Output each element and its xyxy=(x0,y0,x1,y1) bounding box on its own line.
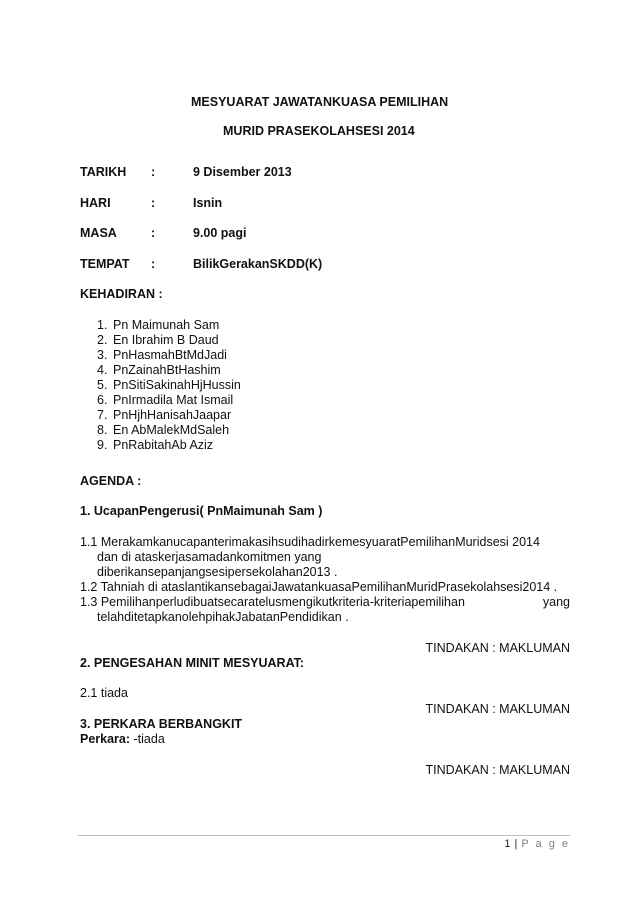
kehadiran-heading: KEHADIRAN : xyxy=(80,287,163,301)
page-label: P a g e xyxy=(521,838,570,850)
meta-value: Isnin xyxy=(193,196,223,210)
meta-colon: : xyxy=(151,165,156,179)
paragraph-1-1-line3: diberikansepanjangsesipersekolahan2013 . xyxy=(97,565,338,579)
list-item-name: PnZainahBtHashim xyxy=(113,363,221,377)
document-title-line2: MURID PRASEKOLAHSESI 2014 xyxy=(223,124,415,138)
list-item-number: 8. xyxy=(97,423,108,437)
paragraph-1-3-text: 1.3 Pemilihanperludibuatsecaratelusmengikutkriteria-kriteriapemilihan xyxy=(80,595,465,609)
footer-separator: | xyxy=(514,838,518,850)
meta-label: TEMPAT xyxy=(80,257,130,271)
list-item-number: 9. xyxy=(97,438,108,452)
section-2-heading: 2. PENGESAHAN MINIT MESYUARAT: xyxy=(80,656,305,670)
meta-colon: : xyxy=(151,226,156,240)
section-3-heading: 3. PERKARA BERBANGKIT xyxy=(80,717,243,731)
list-item-number: 5. xyxy=(97,378,108,392)
tindakan-2: TINDAKAN : MAKLUMAN xyxy=(425,702,570,716)
list-item-name: PnSitiSakinahHjHussin xyxy=(113,378,241,392)
list-item-number: 4. xyxy=(97,363,108,377)
perkara-value: -tiada xyxy=(133,732,165,746)
list-item-number: 3. xyxy=(97,348,108,362)
meta-value: BilikGerakanSKDD(K) xyxy=(193,257,323,271)
tindakan-3: TINDAKAN : MAKLUMAN xyxy=(425,763,570,777)
meta-label: HARI xyxy=(80,196,111,210)
list-item-name: En AbMalekMdSaleh xyxy=(113,423,230,437)
paragraph-1-1-line2: dan di ataskerjasamadankomitmen yang xyxy=(97,550,322,564)
list-item-name: PnHjhHanisahJaapar xyxy=(113,408,232,422)
paragraph-1-3-line2: telahditetapkanolehpihakJabatanPendidikan . xyxy=(97,610,349,624)
list-item-number: 2. xyxy=(97,333,108,347)
list-item-name: En Ibrahim B Daud xyxy=(113,333,219,347)
list-item-name: PnIrmadila Mat Ismail xyxy=(113,393,234,407)
section-1-heading: 1. UcapanPengerusi( PnMaimunah Sam ) xyxy=(80,504,323,518)
paragraph-1-3-line1 xyxy=(80,595,570,610)
meta-colon: : xyxy=(151,257,156,271)
paragraph-2-1: 2.1 tiada xyxy=(80,686,128,700)
meta-colon: : xyxy=(151,196,156,210)
page-footer xyxy=(504,838,570,850)
paragraph-1-1-line1: 1.1 MerakamkanucapanterimakasihsudihadirkemesyuaratPemilihanMuridsesi 2014 xyxy=(80,535,540,549)
meta-value: 9 Disember 2013 xyxy=(193,165,292,179)
list-item-number: 7. xyxy=(97,408,108,422)
page-number: 1 xyxy=(504,838,511,850)
list-item-name: PnHasmahBtMdJadi xyxy=(113,348,227,362)
list-item-name: PnRabitahAb Aziz xyxy=(113,438,214,452)
list-item-number: 1. xyxy=(97,318,108,332)
meta-label: TARIKH xyxy=(80,165,127,179)
paragraph-1-3-tail: yang xyxy=(542,595,570,609)
paragraph-1-2: 1.2 Tahniah di ataslantikansebagaiJawatankuasaPemilihanMuridPrasekolahsesi2014 . xyxy=(80,580,558,594)
perkara-label: Perkara: xyxy=(80,732,134,746)
agenda-heading: AGENDA : xyxy=(80,474,142,488)
footer-divider xyxy=(78,835,570,836)
tindakan-1: TINDAKAN : MAKLUMAN xyxy=(425,641,570,655)
list-item-name: Pn Maimunah Sam xyxy=(113,318,220,332)
list-item-number: 6. xyxy=(97,393,108,407)
document-title-line1: MESYUARAT JAWATANKUASA PEMILIHAN xyxy=(191,95,449,109)
perkara-line xyxy=(80,732,165,747)
meta-value: 9.00 pagi xyxy=(193,226,247,240)
meta-label: MASA xyxy=(80,226,117,240)
